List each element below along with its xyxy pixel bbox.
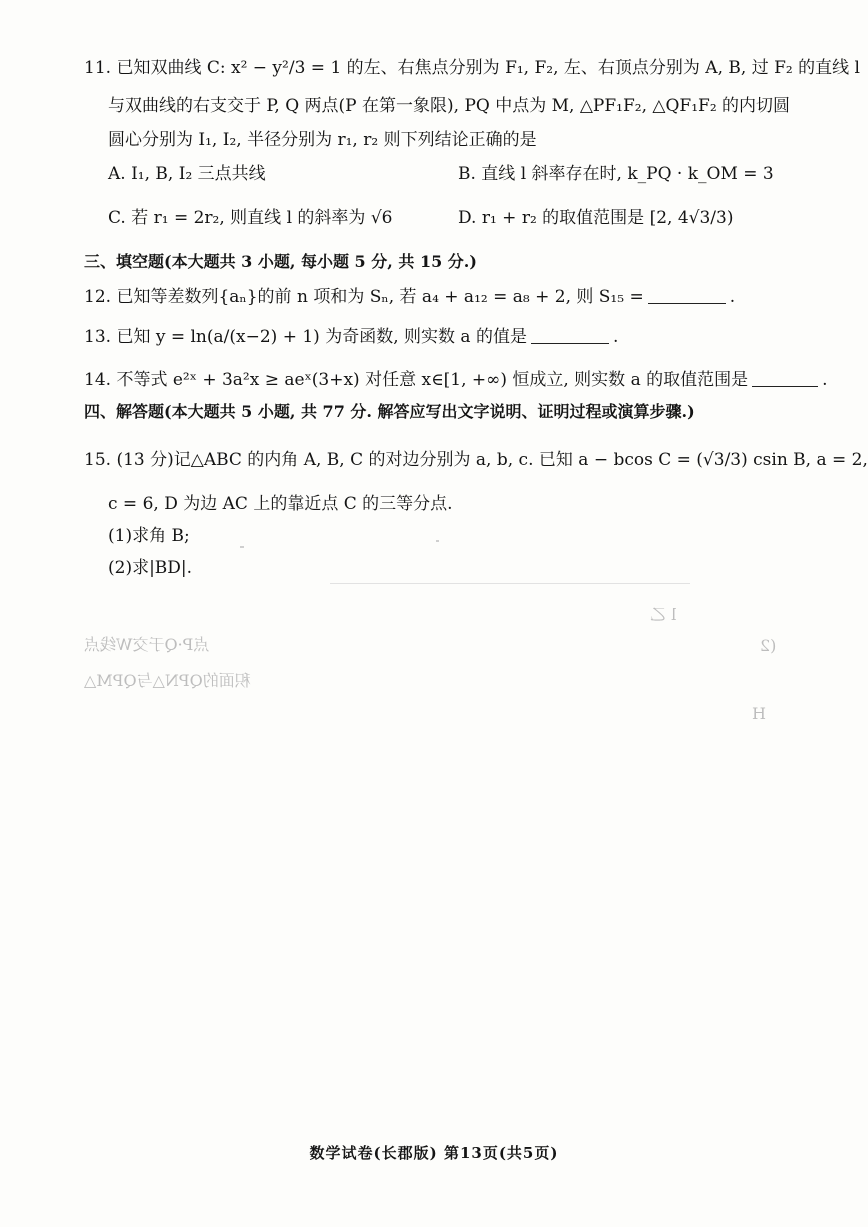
q11-line2: 与双曲线的右支交于 P, Q 两点(P 在第一象限), PQ 中点为 M, △PF₁F₂, △QF₁F₂ 的内切圆 <box>108 96 791 116</box>
q11-option-b: B. 直线 l 斜率存在时, k_PQ · k_OM = 3 <box>458 164 774 184</box>
section-4-heading: 四、解答题(本大题共 5 小题, 共 77 分. 解答应写出文字说明、证明过程或演算步骤.) <box>84 402 695 421</box>
q11-option-d: D. r₁ + r₂ 的取值范围是 [2, 4√3/3) <box>458 208 734 228</box>
section-3-heading: 三、填空题(本大题共 3 小题, 每小题 5 分, 共 15 分.) <box>84 252 477 271</box>
q12-answer-blank <box>648 285 726 304</box>
q11-line1: 11. 已知双曲线 C: x² − y²/3 = 1 的左、右焦点分别为 F₁, F₂, 左、右顶点分别为 A, B, 过 F₂ 的直线 l <box>84 58 860 78</box>
scan-speck <box>436 540 439 542</box>
q15-line2: c = 6, D 为边 AC 上的靠近点 C 的三等分点. <box>108 494 453 514</box>
q11-option-a: A. I₁, B, I₂ 三点共线 <box>108 164 266 184</box>
bleed-through-text-4: (2 <box>760 636 777 655</box>
scan-speck <box>330 583 690 584</box>
q15-line1: 15. (13 分)记△ABC 的内角 A, B, C 的对边分别为 a, b, c. 已知 a − bcos C = (√3/3) csin B, a = 2, <box>84 450 868 470</box>
scan-speck <box>240 546 244 548</box>
q13-text: 13. 已知 y = ln(a/(x−2) + 1) 为奇函数, 则实数 a 的值是 <box>84 327 527 347</box>
q15-part2: (2)求|BD|. <box>108 558 193 578</box>
q13: 13. 已知 y = ln(a/(x−2) + 1) 为奇函数, 则实数 a 的值是 . <box>84 327 619 347</box>
bleed-through-text-2: 积面的QPN△与QPM△ <box>84 671 251 690</box>
q15-part1: (1)求角 B; <box>108 526 190 546</box>
q12-text: 12. 已知等差数列{aₙ}的前 n 项和为 Sₙ, 若 a₄ + a₁₂ = a₈ + 2, 则 S₁₅ = <box>84 287 644 307</box>
page-footer: 数学试卷(长郡版) 第13页(共5页) <box>309 1144 559 1162</box>
q14-answer-blank <box>752 368 818 387</box>
q11-option-c: C. 若 r₁ = 2r₂, 则直线 l 的斜率为 √6 <box>108 208 393 228</box>
q14-text: 14. 不等式 e²ˣ + 3a²x ≥ aeˣ(3+x) 对任意 x∈[1, +∞) 恒成立, 则实数 a 的取值范围是 <box>84 370 749 390</box>
bleed-through-text-3: l 乙 <box>650 605 677 624</box>
q14: 14. 不等式 e²ˣ + 3a²x ≥ aeˣ(3+x) 对任意 x∈[1, +∞) 恒成立, 则实数 a 的取值范围是 . <box>84 370 828 390</box>
q11-line3: 圆心分别为 I₁, I₂, 半径分别为 r₁, r₂ 则下列结论正确的是 <box>108 130 537 150</box>
q13-answer-blank <box>531 325 609 344</box>
bleed-through-text-5: H <box>752 704 766 723</box>
bleed-through-text-1: 点P·Q于交W线点 <box>84 635 210 654</box>
q12: 12. 已知等差数列{aₙ}的前 n 项和为 Sₙ, 若 a₄ + a₁₂ = a₈ + 2, 则 S₁₅ = . <box>84 287 736 307</box>
